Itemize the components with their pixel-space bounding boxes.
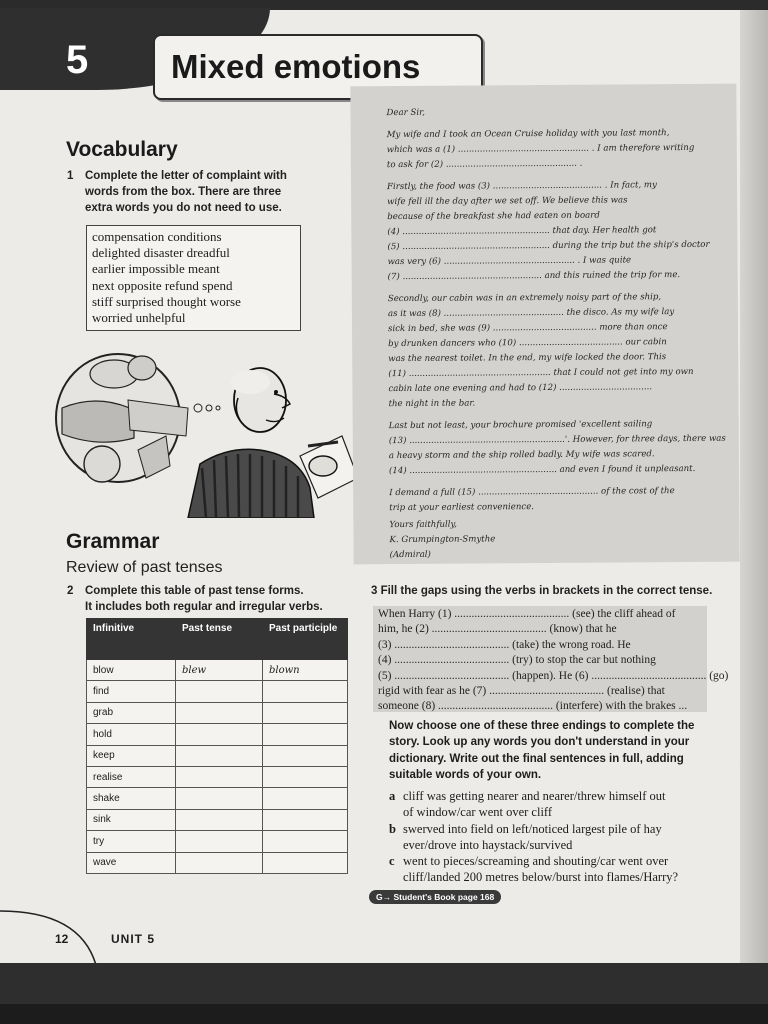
infinitive-cell: find — [87, 681, 176, 702]
exercise-1-instruction — [67, 168, 305, 216]
column-header: Past participle — [263, 619, 348, 660]
past-tense-cell — [176, 724, 263, 745]
ending-c — [389, 853, 729, 886]
past-tense-cell: blew — [176, 660, 263, 681]
column-header: Infinitive — [87, 619, 176, 660]
table-row — [87, 788, 348, 809]
footer-unit-label: UNIT 5 — [111, 932, 156, 946]
past-participle-cell — [263, 809, 348, 830]
past-participle-cell — [263, 745, 348, 766]
letter-line: (13) .........................................................'. However, for three days, there was — [388, 433, 726, 447]
column-header: Past tense — [176, 619, 263, 660]
unit-number: 5 — [66, 38, 89, 82]
page-gutter-shadow — [740, 10, 768, 970]
letter-line: I demand a full (15) ............................................ of the cost of the — [389, 486, 675, 499]
instruction-line: Now choose one of these three endings to complete the — [389, 720, 695, 732]
instruction-line: Complete the letter of complaint with — [85, 170, 287, 182]
ending-a — [389, 788, 729, 821]
past-tense-cell — [176, 809, 263, 830]
exercise-1-number: 1 — [67, 170, 74, 182]
ending-b — [389, 821, 729, 854]
exercise-2-instruction — [67, 583, 345, 615]
past-tense-cell — [176, 788, 263, 809]
table-row — [87, 681, 348, 702]
letter-line: Last but not least, your brochure promised 'excellent sailing — [388, 419, 653, 432]
ending-line: went to pieces/screaming and shouting/car went over — [403, 854, 669, 869]
exercise-2-number: 2 — [67, 585, 74, 597]
story-gap-box — [373, 606, 729, 713]
letter-line: wife fell ill the day after we set off. We believe this was — [387, 195, 628, 208]
past-participle-cell — [263, 766, 348, 787]
instruction-line: It includes both regular and irregular verbs. — [85, 601, 323, 613]
ending-letter: c — [389, 854, 395, 869]
word-box — [86, 225, 301, 331]
table-row — [87, 852, 348, 873]
complaint-letter — [350, 84, 739, 565]
letter-line: as it was (8) ............................................ the disco. As my wife lay — [387, 307, 675, 320]
past-tense-cell — [176, 766, 263, 787]
story-line: someone (8) ........................................ (interfere) with the brakes ... — [378, 700, 688, 713]
letter-line: Secondly, our cabin was in an extremely noisy part of the ship, — [387, 292, 662, 305]
arrow-icon: G→ — [376, 892, 394, 902]
story-line: When Harry (1) ........................................ (see) the cliff ahead of — [378, 608, 676, 620]
letter-line: sick in bed, she was (9) ...................................... more than once — [387, 322, 668, 335]
ending-line: ever/drove into haystack/survived — [403, 837, 573, 852]
ending-letter: b — [389, 821, 396, 836]
infinitive-cell: hold — [87, 724, 176, 745]
letter-line: was very (6) ................................................ . I was quite — [387, 255, 632, 268]
infinitive-cell: realise — [87, 766, 176, 787]
past-participle-cell — [263, 724, 348, 745]
word-box-line: stiff surprised thought worse — [92, 293, 241, 309]
letter-line: because of the breakfast she had eaten on board — [387, 210, 600, 223]
letter-line: to ask for (2) ................................................ . — [386, 158, 583, 171]
letter-line: Yours faithfully, — [389, 519, 458, 531]
letter-line: Dear Sir, — [386, 107, 426, 119]
table-row — [87, 809, 348, 830]
past-participle-cell — [263, 681, 348, 702]
past-participle-cell: blown — [263, 660, 348, 681]
letter-line: the night in the bar. — [388, 398, 476, 410]
letter-line: which was a (1) ................................................ . I am therefore writing — [386, 142, 695, 156]
story-line: (5) ........................................ (happen). He (6) ........................................ (go) — [378, 669, 729, 682]
letter-line: (7) ................................................... and this ruined the trip for me. — [387, 270, 681, 283]
grammar-heading: Grammar — [66, 530, 160, 553]
past-participle-cell — [263, 702, 348, 723]
letter-line: by drunken dancers who (10) ...................................... our cabin — [388, 337, 667, 350]
letter-line: was the nearest toilet. In the end, my wife locked the door. This — [388, 352, 667, 365]
ending-line: cliff/landed 200 metres below/burst into flames/Harry? — [403, 870, 679, 885]
table-row — [87, 660, 348, 681]
instruction-line: words from the box. There are three — [85, 186, 282, 198]
instruction-line: suitable words of your own. — [389, 768, 542, 781]
letter-line: a heavy storm and the ship rolled badly. My wife was scared. — [388, 449, 655, 462]
letter-line: (5) ...................................................... during the trip but the ship's doctor — [387, 239, 710, 253]
students-book-reference — [369, 890, 501, 904]
infinitive-cell: shake — [87, 788, 176, 809]
angry-admiral-illustration — [38, 338, 358, 518]
past-tense-table — [86, 618, 348, 874]
ending-letter: a — [389, 789, 396, 803]
letter-line: (14) ...................................................... and even I found it unpleasant. — [388, 463, 696, 477]
past-tense-cell — [176, 745, 263, 766]
instruction-line: Complete this table of past tense forms. — [85, 585, 304, 597]
table-row — [87, 702, 348, 723]
infinitive-cell: grab — [87, 702, 176, 723]
past-tense-cell — [176, 681, 263, 702]
word-box-line: earlier impossible meant — [92, 261, 220, 277]
endings-instruction — [389, 718, 719, 783]
past-tense-cell — [176, 831, 263, 852]
ending-line: swerved into field on left/noticed largest pile of hay — [403, 821, 662, 836]
word-box-line: compensation conditions — [92, 229, 222, 244]
grammar-subheading: Review of past tenses — [66, 559, 223, 576]
past-tense-cell — [176, 852, 263, 873]
table-row — [87, 831, 348, 852]
word-box-line: next opposite refund spend — [92, 277, 233, 293]
page-title: Mixed emotions — [171, 48, 421, 85]
instruction-line: story. Look up any words you don't understand in your — [389, 736, 690, 749]
past-participle-cell — [263, 852, 348, 873]
scan-bottom-shadow — [0, 1004, 768, 1024]
page-number: 12 — [55, 932, 69, 946]
ending-line: of window/car went over cliff — [403, 805, 553, 820]
letter-line: cabin late one evening and had to (12) .................................. — [388, 382, 653, 395]
infinitive-cell: sink — [87, 809, 176, 830]
story-line: him, he (2) ........................................ (know) that he — [378, 623, 617, 636]
table-row — [87, 724, 348, 745]
past-tense-cell — [176, 702, 263, 723]
endings-list — [389, 788, 729, 886]
story-line: (3) ........................................ (take) the wrong road. He — [378, 638, 631, 651]
instruction-line: dictionary. Write out the final sentences in full, adding — [389, 752, 684, 765]
letter-line: trip at your earliest convenience. — [389, 502, 535, 514]
ending-line: cliff was getting nearer and nearer/threw himself out — [403, 789, 666, 803]
vocabulary-heading: Vocabulary — [66, 138, 178, 161]
letter-line: Firstly, the food was (3) ........................................ . In fact, my — [387, 180, 657, 193]
infinitive-cell: keep — [87, 745, 176, 766]
letter-line: (11) .................................................... that I could not get into my own — [388, 366, 694, 380]
past-participle-cell — [263, 788, 348, 809]
letter-line: (4) ...................................................... that day. Her health got — [387, 225, 657, 238]
letter-line: K. Grumpington-Smythe — [389, 534, 496, 546]
table-row — [87, 766, 348, 787]
story-line: (4) ........................................ (try) to stop the car but nothing — [378, 654, 656, 667]
word-box-line: delighted disaster dreadful — [92, 245, 230, 261]
instruction-line: extra words you do not need to use. — [85, 202, 282, 214]
infinitive-cell: wave — [87, 852, 176, 873]
table-row — [87, 745, 348, 766]
infinitive-cell: blow — [87, 660, 176, 681]
infinitive-cell: try — [87, 831, 176, 852]
students-book-label: Student's Book page 168 — [393, 892, 495, 902]
exercise-3-instruction: 3 Fill the gaps using the verbs in brackets in the correct tense. — [371, 585, 713, 597]
past-participle-cell — [263, 831, 348, 852]
letter-line: (Admiral) — [389, 549, 431, 561]
word-box-line: worried unhelpful — [92, 310, 186, 326]
letter-line: My wife and I took an Ocean Cruise holiday with you last month, — [386, 128, 670, 141]
story-line: rigid with fear as he (7) ........................................ (realise) that — [378, 685, 665, 698]
